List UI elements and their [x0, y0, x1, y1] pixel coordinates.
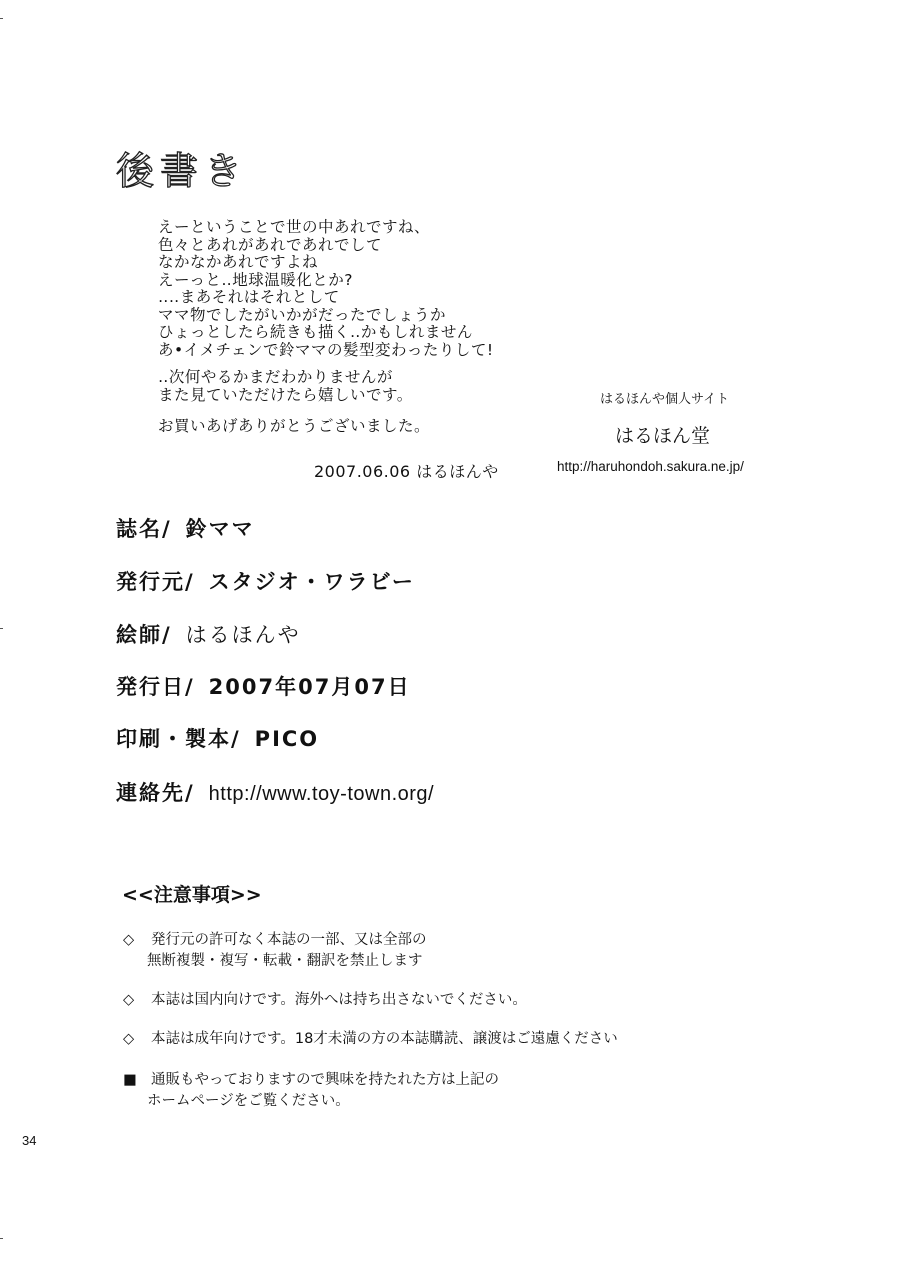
edge-mark	[0, 18, 3, 19]
colophon-title-row	[116, 513, 255, 543]
afterword-signature: 2007.06.06 はるほんや	[314, 462, 499, 481]
colophon-label: 発行元/	[116, 570, 195, 594]
notice-text: ホームページをご覧ください。	[147, 1093, 350, 1109]
colophon-printer-row	[116, 723, 319, 753]
notice-item	[123, 930, 427, 972]
notice-item	[123, 1070, 499, 1112]
contact-url-link[interactable]: http://www.toy-town.org/	[208, 783, 435, 805]
diamond-icon: ◇	[123, 1031, 135, 1047]
notice-item	[123, 990, 527, 1011]
site-caption: はるほんや個人サイト	[600, 392, 730, 407]
afterword-line: あ•イメチェンで鈴ママの髪型変わったりして!	[158, 340, 494, 359]
afterword-thanks: お買いあげありがとうございました。	[158, 417, 431, 435]
diamond-icon: ◇	[123, 932, 135, 948]
colophon-label: 連絡先/	[116, 781, 195, 805]
afterword-line: 色々とあれがあれであれでして	[158, 235, 383, 254]
square-icon: ■	[123, 1072, 137, 1088]
edge-mark	[0, 628, 3, 629]
afterword-body	[158, 219, 494, 359]
colophon-label: 発行日/	[116, 675, 195, 699]
colophon-publisher-row	[116, 566, 415, 596]
colophon-artist-row	[116, 619, 301, 649]
edge-mark	[0, 1238, 3, 1239]
colophon-label: 印刷・製本/	[116, 727, 241, 751]
notice-text: 本誌は成年向けです。18才未満の方の本誌購読、譲渡はご遠慮ください	[151, 1031, 618, 1047]
afterword-line: ママ物でしたがいかがだったでしょうか	[158, 305, 447, 324]
afterword-line: なかなかあれですよね	[158, 253, 319, 271]
colophon-contact-row	[116, 777, 434, 807]
afterword-line: えーっと‥地球温暖化とか?	[158, 270, 353, 289]
notice-text: 通販もやっておりますので興味を持たれた方は上記の	[151, 1072, 499, 1088]
notice-heading: <<注意事項>>	[122, 884, 262, 906]
colophon-value: スタジオ・ワラビー	[208, 570, 415, 594]
notice-item	[123, 1029, 618, 1050]
afterword-line: ‥‥まあそれはそれとして	[158, 288, 340, 306]
afterword-line: ひょっとしたら続きも描く‥かもしれません	[158, 323, 473, 341]
diamond-icon: ◇	[123, 992, 135, 1008]
notice-text: 無断複製・複写・転載・翻訳を禁止します	[147, 953, 423, 969]
afterword-line: ‥次何やるかまだわかりませんが	[158, 368, 393, 386]
afterword-title: 後書き	[116, 149, 249, 193]
colophon-label: 絵師/	[116, 623, 172, 647]
colophon-label: 誌名/	[116, 517, 172, 541]
colophon-date-row	[116, 671, 411, 701]
notice-text: 発行元の許可なく本誌の一部、又は全部の	[151, 932, 427, 948]
page-number: 34	[22, 1133, 37, 1148]
afterword-line: えーということで世の中あれですね、	[158, 218, 431, 236]
colophon-value: 鈴ママ	[185, 517, 255, 541]
colophon-value: PICO	[254, 727, 320, 751]
colophon-value: はるほんや	[185, 623, 301, 647]
site-name: はるほん堂	[615, 425, 711, 447]
site-url-link[interactable]: http://haruhondoh.sakura.ne.jp/	[557, 459, 744, 474]
colophon-value: 2007年07月07日	[208, 675, 411, 699]
afterword-closing	[158, 369, 413, 404]
notice-text: 本誌は国内向けです。海外へは持ち出さないでください。	[151, 992, 527, 1008]
afterword-line: また見ていただけたら嬉しいです。	[158, 385, 413, 404]
